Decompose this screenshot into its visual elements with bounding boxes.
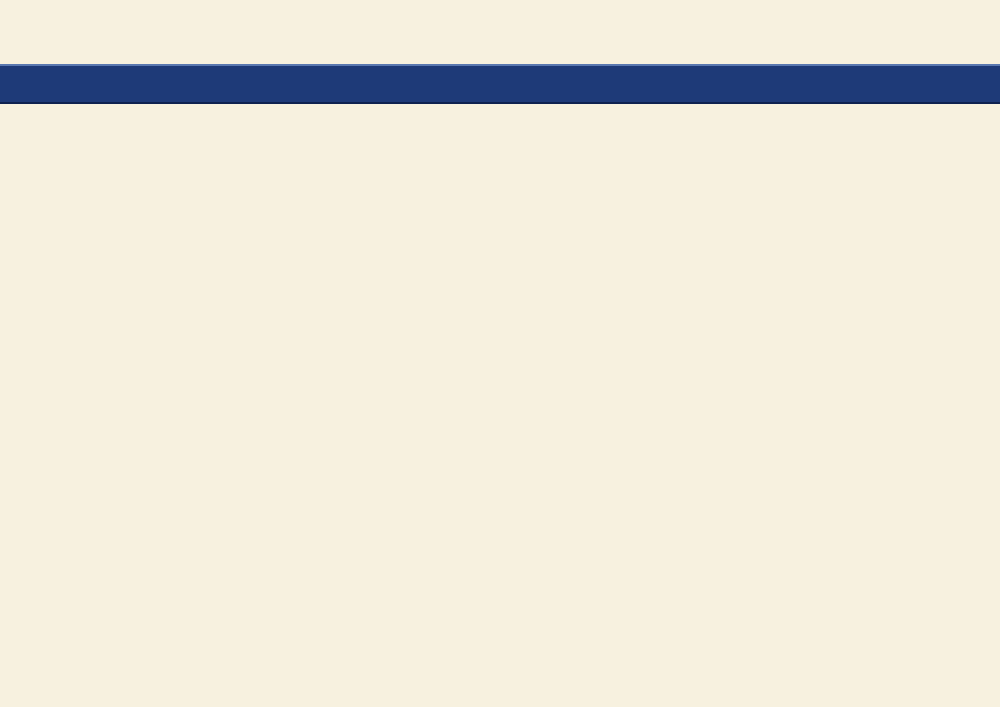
title-bar	[0, 64, 1000, 104]
day-section-friday	[20, 117, 338, 170]
event-item	[20, 131, 338, 170]
day-section-sunday	[357, 133, 657, 182]
top-photo-strip	[0, 0, 1000, 64]
bottom-photo-strip	[688, 598, 1000, 707]
column-friday-saturday	[20, 110, 338, 247]
column-saturday-sunday	[357, 110, 657, 196]
day-section-saturday	[20, 184, 338, 233]
column-monday	[688, 110, 988, 194]
event-description-wrap	[88, 131, 338, 170]
event-time	[20, 131, 88, 170]
day-section-monday	[688, 117, 988, 166]
